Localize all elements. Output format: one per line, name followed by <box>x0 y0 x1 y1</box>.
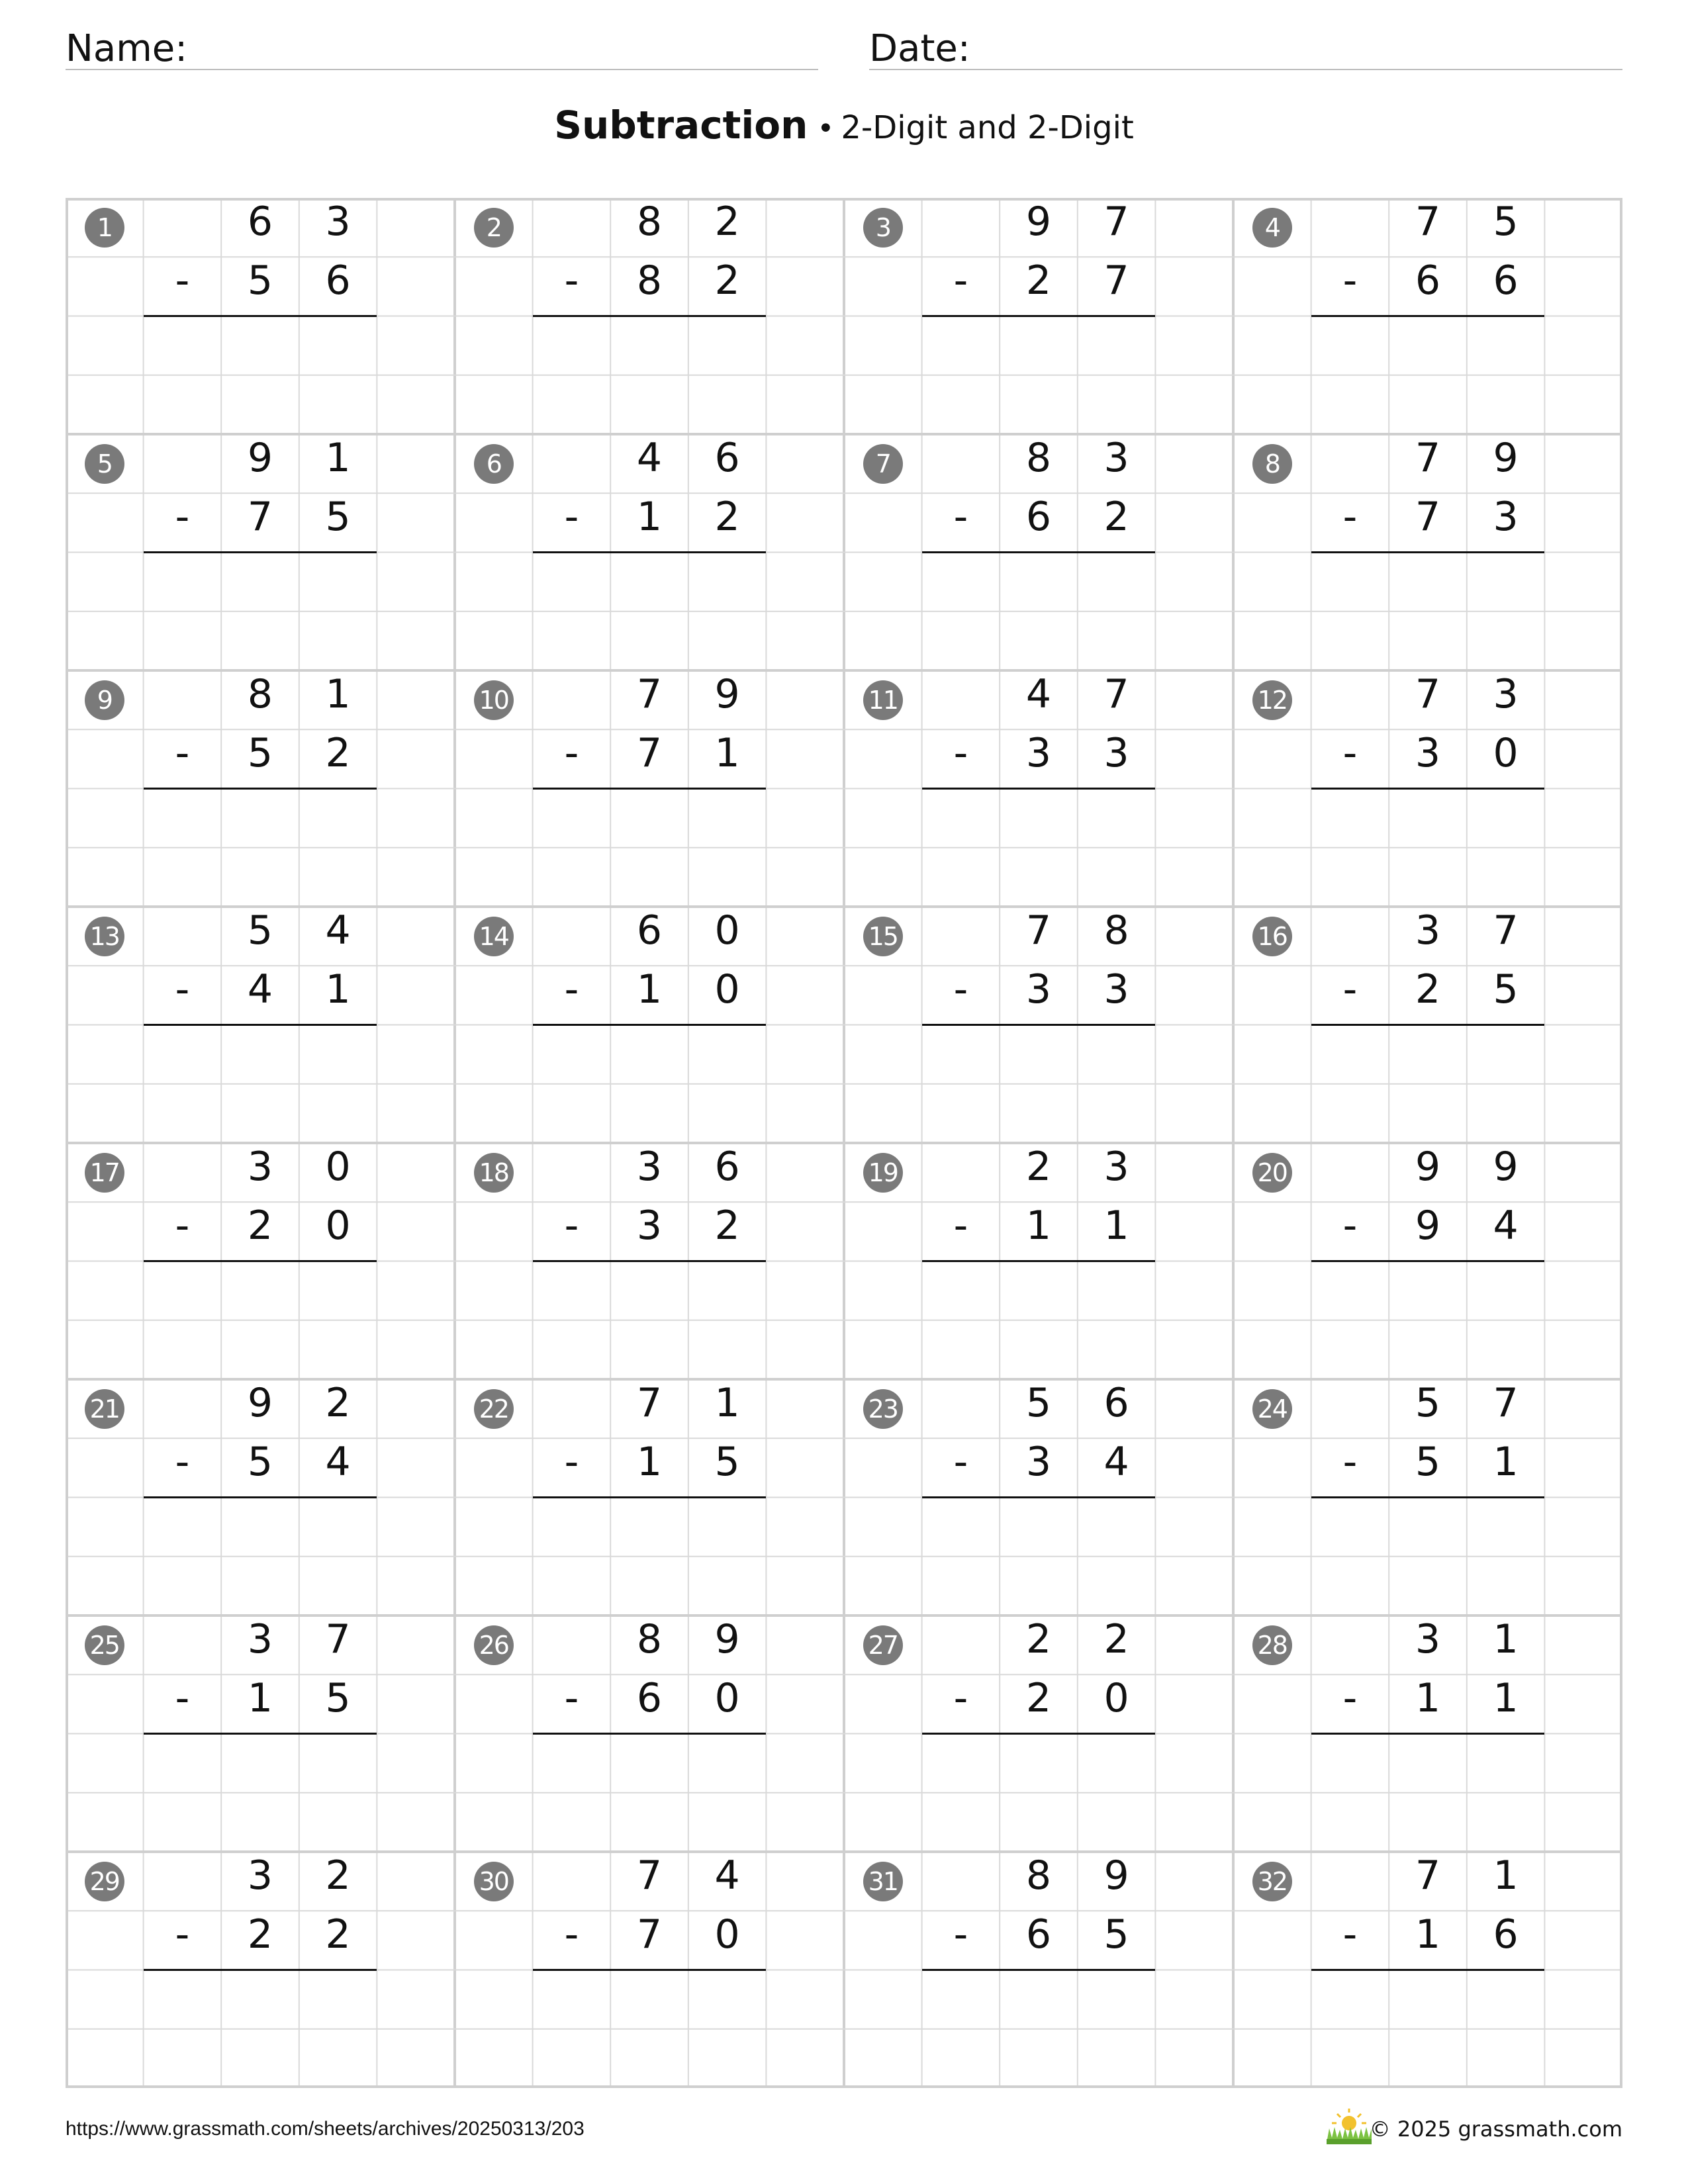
answer-cell[interactable] <box>299 1734 377 1793</box>
minuend-ones-digit: 4 <box>714 1852 740 1899</box>
minus-sign: - <box>564 1911 579 1958</box>
subtrahend-ones-digit: 1 <box>1493 1439 1519 1486</box>
minuend-tens-digit: 9 <box>1025 199 1052 245</box>
subtrahend-ones-digit: 5 <box>325 1675 351 1722</box>
minuend-tens-digit: 3 <box>247 1616 273 1662</box>
problem-number-badge: 25 <box>85 1625 124 1665</box>
minuend-tens-digit: 5 <box>1415 1380 1441 1426</box>
minuend-tens-digit: 9 <box>247 1380 273 1426</box>
subtrahend-tens-digit: 6 <box>1415 257 1441 304</box>
subtrahend-tens-digit: 3 <box>1025 730 1052 777</box>
title-separator: • <box>817 112 835 146</box>
minuend-ones-digit: 2 <box>325 1852 351 1899</box>
title-main: Subtraction <box>554 103 808 148</box>
subtrahend-ones-digit: 4 <box>1103 1439 1129 1486</box>
subtrahend-ones-digit: 0 <box>714 966 740 1013</box>
minuend-ones-digit: 9 <box>1493 1144 1519 1190</box>
answer-cell[interactable] <box>1467 553 1545 612</box>
problem-number-badge: 19 <box>863 1153 903 1193</box>
subtrahend-ones-digit: 4 <box>1493 1203 1519 1250</box>
minus-sign: - <box>953 257 968 304</box>
minus-sign: - <box>564 257 579 304</box>
minuend-ones-digit: 7 <box>325 1616 351 1662</box>
problem-number-badge: 32 <box>1252 1862 1292 1901</box>
answer-cell[interactable] <box>1000 316 1078 375</box>
answer-cell[interactable] <box>688 553 767 612</box>
subtrahend-ones-digit: 3 <box>1103 730 1129 777</box>
answer-cell[interactable] <box>922 789 1000 848</box>
answer-cell[interactable] <box>1078 316 1156 375</box>
minuend-tens-digit: 4 <box>636 435 663 481</box>
answer-cell[interactable] <box>922 1970 1000 2029</box>
subtrahend-ones-digit: 1 <box>1103 1203 1129 1250</box>
minus-sign: - <box>564 730 579 777</box>
minus-sign: - <box>564 1439 579 1486</box>
answer-cell[interactable] <box>610 1734 688 1793</box>
answer-cell[interactable] <box>144 789 222 848</box>
answer-cell[interactable] <box>144 1970 222 2029</box>
answer-cell[interactable] <box>221 1261 299 1320</box>
minuend-ones-digit: 0 <box>325 1144 351 1190</box>
problem-number-badge: 1 <box>85 208 124 248</box>
minus-sign: - <box>953 730 968 777</box>
minuend-tens-digit: 7 <box>1415 671 1441 717</box>
subtrahend-tens-digit: 1 <box>247 1675 273 1722</box>
answer-cell[interactable] <box>221 1970 299 2029</box>
subtrahend-ones-digit: 5 <box>325 494 351 541</box>
minuend-ones-digit: 1 <box>1493 1616 1519 1662</box>
answer-cell[interactable] <box>221 1498 299 1557</box>
subtrahend-tens-digit: 7 <box>636 1911 663 1958</box>
answer-cell[interactable] <box>144 316 222 375</box>
subtrahend-tens-digit: 1 <box>1025 1203 1052 1250</box>
answer-cell[interactable] <box>299 1025 377 1084</box>
problem-number-badge: 22 <box>474 1389 514 1429</box>
answer-cell[interactable] <box>221 316 299 375</box>
answer-cell[interactable] <box>533 1025 611 1084</box>
minus-sign: - <box>564 1203 579 1250</box>
subtrahend-ones-digit: 0 <box>714 1911 740 1958</box>
minuend-tens-digit: 8 <box>1025 435 1052 481</box>
minus-sign: - <box>175 1911 190 1958</box>
problem-number-badge: 5 <box>85 444 124 484</box>
problem-number-badge: 27 <box>863 1625 903 1665</box>
answer-cell[interactable] <box>1467 316 1545 375</box>
subtrahend-ones-digit: 4 <box>325 1439 351 1486</box>
subtrahend-tens-digit: 4 <box>247 966 273 1013</box>
minuend-ones-digit: 4 <box>325 907 351 954</box>
minus-sign: - <box>175 494 190 541</box>
answer-cell[interactable] <box>688 1498 767 1557</box>
answer-cell[interactable] <box>688 1734 767 1793</box>
answer-cell[interactable] <box>1000 1261 1078 1320</box>
minuend-tens-digit: 7 <box>1415 1852 1441 1899</box>
minuend-tens-digit: 4 <box>1025 671 1052 717</box>
subtrahend-ones-digit: 1 <box>325 966 351 1013</box>
problem-number-badge: 10 <box>474 680 514 720</box>
subtrahend-ones-digit: 2 <box>325 730 351 777</box>
subtrahend-tens-digit: 3 <box>1025 966 1052 1013</box>
answer-cell[interactable] <box>688 1970 767 2029</box>
minuend-ones-digit: 9 <box>1103 1852 1129 1899</box>
answer-cell[interactable] <box>1389 1734 1467 1793</box>
minuend-ones-digit: 5 <box>1493 199 1519 245</box>
answer-cell[interactable] <box>1467 1261 1545 1320</box>
subtrahend-ones-digit: 5 <box>1493 966 1519 1013</box>
subtrahend-ones-digit: 7 <box>1103 257 1129 304</box>
answer-cell[interactable] <box>610 553 688 612</box>
minuend-ones-digit: 2 <box>1103 1616 1129 1662</box>
minuend-tens-digit: 7 <box>1415 199 1441 245</box>
minuend-ones-digit: 7 <box>1103 671 1129 717</box>
minuend-tens-digit: 7 <box>636 1380 663 1426</box>
subtrahend-ones-digit: 2 <box>714 1203 740 1250</box>
minus-sign: - <box>1342 494 1358 541</box>
minuend-ones-digit: 3 <box>1493 671 1519 717</box>
answer-cell[interactable] <box>299 316 377 375</box>
minus-sign: - <box>953 1911 968 1958</box>
problem-number-badge: 4 <box>1252 208 1292 248</box>
answer-cell[interactable] <box>1467 789 1545 848</box>
subtrahend-ones-digit: 0 <box>1493 730 1519 777</box>
minus-sign: - <box>1342 966 1358 1013</box>
subtrahend-ones-digit: 3 <box>1103 966 1129 1013</box>
minus-sign: - <box>1342 1439 1358 1486</box>
minus-sign: - <box>175 257 190 304</box>
grass-sun-logo-icon <box>1324 2105 1374 2146</box>
answer-cell[interactable] <box>144 1734 222 1793</box>
answer-cell[interactable] <box>533 1734 611 1793</box>
minus-sign: - <box>1342 1911 1358 1958</box>
subtrahend-ones-digit: 5 <box>714 1439 740 1486</box>
subtrahend-tens-digit: 9 <box>1415 1203 1441 1250</box>
minuend-tens-digit: 8 <box>1025 1852 1052 1899</box>
minuend-ones-digit: 6 <box>714 435 740 481</box>
problem-number-badge: 30 <box>474 1862 514 1901</box>
subtrahend-tens-digit: 1 <box>636 1439 663 1486</box>
answer-cell[interactable] <box>1078 1025 1156 1084</box>
answer-cell[interactable] <box>1000 1970 1078 2029</box>
problem-number-badge: 13 <box>85 917 124 956</box>
problem-number-badge: 28 <box>1252 1625 1292 1665</box>
subtrahend-tens-digit: 6 <box>1025 494 1052 541</box>
answer-cell[interactable] <box>610 789 688 848</box>
minus-sign: - <box>175 730 190 777</box>
minus-sign: - <box>1342 1203 1358 1250</box>
answer-cell[interactable] <box>610 1498 688 1557</box>
answer-cell[interactable] <box>1467 1734 1545 1793</box>
problem-number-badge: 16 <box>1252 917 1292 956</box>
answer-cell[interactable] <box>221 1734 299 1793</box>
minuend-tens-digit: 3 <box>1415 1616 1441 1662</box>
answer-cell[interactable] <box>922 1025 1000 1084</box>
subtrahend-tens-digit: 1 <box>1415 1675 1441 1722</box>
minus-sign: - <box>1342 730 1358 777</box>
minuend-tens-digit: 6 <box>247 199 273 245</box>
name-label: Name: <box>66 27 188 70</box>
minuend-tens-digit: 6 <box>636 907 663 954</box>
subtrahend-tens-digit: 8 <box>636 257 663 304</box>
answer-cell[interactable] <box>922 316 1000 375</box>
answer-cell[interactable] <box>299 1261 377 1320</box>
subtrahend-ones-digit: 6 <box>1493 257 1519 304</box>
answer-cell[interactable] <box>533 316 611 375</box>
answer-cell[interactable] <box>144 1498 222 1557</box>
answer-cell[interactable] <box>533 1498 611 1557</box>
problem-number-badge: 8 <box>1252 444 1292 484</box>
minuend-tens-digit: 7 <box>636 671 663 717</box>
answer-cell[interactable] <box>1467 1025 1545 1084</box>
minuend-tens-digit: 9 <box>1415 1144 1441 1190</box>
minus-sign: - <box>175 1203 190 1250</box>
minuend-tens-digit: 8 <box>636 199 663 245</box>
subtrahend-tens-digit: 2 <box>247 1203 273 1250</box>
minus-sign: - <box>564 1675 579 1722</box>
answer-cell[interactable] <box>1467 1498 1545 1557</box>
answer-cell[interactable] <box>1311 1970 1389 2029</box>
subtrahend-tens-digit: 2 <box>1025 1675 1052 1722</box>
answer-cell[interactable] <box>1389 1498 1467 1557</box>
minuend-ones-digit: 3 <box>325 199 351 245</box>
answer-cell[interactable] <box>1389 1025 1467 1084</box>
answer-cell[interactable] <box>1078 1498 1156 1557</box>
minuend-tens-digit: 2 <box>1025 1616 1052 1662</box>
answer-cell[interactable] <box>1000 789 1078 848</box>
subtrahend-ones-digit: 2 <box>714 494 740 541</box>
subtrahend-ones-digit: 2 <box>1103 494 1129 541</box>
subtrahend-ones-digit: 6 <box>1493 1911 1519 1958</box>
minuend-ones-digit: 1 <box>1493 1852 1519 1899</box>
problem-number-badge: 24 <box>1252 1389 1292 1429</box>
minus-sign: - <box>564 966 579 1013</box>
answer-cell[interactable] <box>299 789 377 848</box>
subtrahend-tens-digit: 7 <box>1415 494 1441 541</box>
minus-sign: - <box>953 1675 968 1722</box>
minus-sign: - <box>953 1439 968 1486</box>
minus-sign: - <box>175 966 190 1013</box>
minuend-tens-digit: 3 <box>636 1144 663 1190</box>
answer-cell[interactable] <box>610 1025 688 1084</box>
answer-cell[interactable] <box>1389 1261 1467 1320</box>
minus-sign: - <box>175 1675 190 1722</box>
minuend-ones-digit: 2 <box>714 199 740 245</box>
answer-cell[interactable] <box>221 553 299 612</box>
answer-cell[interactable] <box>1467 1970 1545 2029</box>
subtrahend-tens-digit: 5 <box>1415 1439 1441 1486</box>
minuend-ones-digit: 9 <box>1493 435 1519 481</box>
answer-cell[interactable] <box>1078 1970 1156 2029</box>
answer-cell[interactable] <box>533 1261 611 1320</box>
subtrahend-tens-digit: 1 <box>636 966 663 1013</box>
answer-cell[interactable] <box>299 1970 377 2029</box>
answer-cell[interactable] <box>922 1498 1000 1557</box>
answer-cell[interactable] <box>1078 1261 1156 1320</box>
answer-cell[interactable] <box>922 1261 1000 1320</box>
minuend-ones-digit: 9 <box>714 1616 740 1662</box>
subtrahend-tens-digit: 3 <box>1025 1439 1052 1486</box>
subtrahend-tens-digit: 3 <box>1415 730 1441 777</box>
minuend-ones-digit: 7 <box>1493 907 1519 954</box>
answer-cell[interactable] <box>221 1025 299 1084</box>
problem-number-badge: 15 <box>863 917 903 956</box>
answer-cell[interactable] <box>1389 553 1467 612</box>
subtrahend-ones-digit: 2 <box>714 257 740 304</box>
minus-sign: - <box>564 494 579 541</box>
subtrahend-tens-digit: 5 <box>247 1439 273 1486</box>
answer-cell[interactable] <box>1311 553 1389 612</box>
minuend-tens-digit: 3 <box>1415 907 1441 954</box>
minuend-tens-digit: 9 <box>247 435 273 481</box>
subtrahend-ones-digit: 5 <box>1103 1911 1129 1958</box>
problem-number-badge: 26 <box>474 1625 514 1665</box>
problem-number-badge: 12 <box>1252 680 1292 720</box>
answer-cell[interactable] <box>688 316 767 375</box>
problem-number-badge: 7 <box>863 444 903 484</box>
minuend-tens-digit: 2 <box>1025 1144 1052 1190</box>
problem-number-badge: 18 <box>474 1153 514 1193</box>
minuend-tens-digit: 5 <box>1025 1380 1052 1426</box>
answer-cell[interactable] <box>610 1261 688 1320</box>
answer-cell[interactable] <box>688 789 767 848</box>
date-field[interactable] <box>869 24 1622 70</box>
subtrahend-tens-digit: 2 <box>247 1911 273 1958</box>
subtrahend-ones-digit: 6 <box>325 257 351 304</box>
minuend-ones-digit: 3 <box>1103 435 1129 481</box>
minus-sign: - <box>953 1203 968 1250</box>
answer-cell[interactable] <box>533 1970 611 2029</box>
answer-cell[interactable] <box>1078 553 1156 612</box>
minuend-tens-digit: 7 <box>1025 907 1052 954</box>
answer-cell[interactable] <box>221 789 299 848</box>
answer-cell[interactable] <box>688 1261 767 1320</box>
minuend-tens-digit: 3 <box>247 1852 273 1899</box>
subtrahend-tens-digit: 7 <box>247 494 273 541</box>
answer-cell[interactable] <box>1078 789 1156 848</box>
problem-number-badge: 29 <box>85 1862 124 1901</box>
problem-number-badge: 9 <box>85 680 124 720</box>
name-field[interactable] <box>66 24 818 70</box>
footer-copyright: © 2025 grassmath.com <box>1369 2116 1622 2142</box>
answer-cell[interactable] <box>922 1734 1000 1793</box>
subtrahend-ones-digit: 0 <box>714 1675 740 1722</box>
answer-cell[interactable] <box>1000 1025 1078 1084</box>
minuend-ones-digit: 1 <box>714 1380 740 1426</box>
minuend-ones-digit: 9 <box>714 671 740 717</box>
subtrahend-ones-digit: 0 <box>325 1203 351 1250</box>
answer-cell[interactable] <box>1078 1734 1156 1793</box>
subtrahend-tens-digit: 1 <box>1415 1911 1441 1958</box>
answer-cell[interactable] <box>1389 316 1467 375</box>
answer-cell[interactable] <box>1311 1734 1389 1793</box>
problem-number-badge: 11 <box>863 680 903 720</box>
minuend-tens-digit: 5 <box>247 907 273 954</box>
answer-cell[interactable] <box>1311 1261 1389 1320</box>
answer-cell[interactable] <box>533 553 611 612</box>
minuend-tens-digit: 8 <box>636 1616 663 1662</box>
minus-sign: - <box>1342 1675 1358 1722</box>
answer-cell[interactable] <box>144 553 222 612</box>
answer-cell[interactable] <box>1000 1498 1078 1557</box>
subtrahend-ones-digit: 1 <box>714 730 740 777</box>
problem-number-badge: 20 <box>1252 1153 1292 1193</box>
minuend-tens-digit: 8 <box>247 671 273 717</box>
title-subtitle: 2-Digit and 2-Digit <box>841 109 1134 146</box>
answer-cell[interactable] <box>299 553 377 612</box>
subtrahend-tens-digit: 1 <box>636 494 663 541</box>
subtrahend-tens-digit: 2 <box>1415 966 1441 1013</box>
minuend-ones-digit: 3 <box>1103 1144 1129 1190</box>
answer-cell[interactable] <box>1311 1025 1389 1084</box>
problem-number-badge: 2 <box>474 208 514 248</box>
answer-cell[interactable] <box>1389 789 1467 848</box>
subtrahend-ones-digit: 0 <box>1103 1675 1129 1722</box>
minuend-ones-digit: 1 <box>325 671 351 717</box>
minuend-ones-digit: 1 <box>325 435 351 481</box>
answer-cell[interactable] <box>922 553 1000 612</box>
minus-sign: - <box>175 1439 190 1486</box>
minuend-tens-digit: 7 <box>636 1852 663 1899</box>
subtrahend-ones-digit: 3 <box>1493 494 1519 541</box>
subtrahend-ones-digit: 1 <box>1493 1675 1519 1722</box>
answer-cell[interactable] <box>299 1498 377 1557</box>
problem-number-badge: 31 <box>863 1862 903 1901</box>
answer-cell[interactable] <box>1311 316 1389 375</box>
minuend-ones-digit: 6 <box>1103 1380 1129 1426</box>
minuend-ones-digit: 7 <box>1493 1380 1519 1426</box>
answer-cell[interactable] <box>610 1970 688 2029</box>
answer-cell[interactable] <box>144 1261 222 1320</box>
date-label: Date: <box>869 27 970 70</box>
footer-url[interactable]: https://www.grassmath.com/sheets/archives/20250313/203 <box>66 2118 585 2140</box>
answer-cell[interactable] <box>688 1025 767 1084</box>
subtrahend-tens-digit: 5 <box>247 730 273 777</box>
problem-number-badge: 3 <box>863 208 903 248</box>
minuend-tens-digit: 7 <box>1415 435 1441 481</box>
minuend-ones-digit: 7 <box>1103 199 1129 245</box>
problem-number-badge: 17 <box>85 1153 124 1193</box>
answer-cell[interactable] <box>610 316 688 375</box>
subtrahend-ones-digit: 2 <box>325 1911 351 1958</box>
answer-cell[interactable] <box>533 789 611 848</box>
minuend-tens-digit: 3 <box>247 1144 273 1190</box>
subtrahend-tens-digit: 7 <box>636 730 663 777</box>
problem-number-badge: 14 <box>474 917 514 956</box>
subtrahend-tens-digit: 2 <box>1025 257 1052 304</box>
answer-cell[interactable] <box>1389 1970 1467 2029</box>
minuend-ones-digit: 8 <box>1103 907 1129 954</box>
problem-number-badge: 21 <box>85 1389 124 1429</box>
subtrahend-tens-digit: 5 <box>247 257 273 304</box>
minus-sign: - <box>1342 257 1358 304</box>
minuend-ones-digit: 2 <box>325 1380 351 1426</box>
answer-cell[interactable] <box>1000 1734 1078 1793</box>
subtrahend-tens-digit: 3 <box>636 1203 663 1250</box>
minuend-ones-digit: 6 <box>714 1144 740 1190</box>
answer-cell[interactable] <box>1311 1498 1389 1557</box>
answer-cell[interactable] <box>1000 553 1078 612</box>
problem-number-badge: 6 <box>474 444 514 484</box>
minuend-ones-digit: 0 <box>714 907 740 954</box>
worksheet-title <box>0 103 1688 148</box>
minus-sign: - <box>953 494 968 541</box>
minus-sign: - <box>953 966 968 1013</box>
answer-cell[interactable] <box>144 1025 222 1084</box>
problem-number-badge: 23 <box>863 1389 903 1429</box>
subtrahend-tens-digit: 6 <box>636 1675 663 1722</box>
answer-cell[interactable] <box>1311 789 1389 848</box>
subtrahend-tens-digit: 6 <box>1025 1911 1052 1958</box>
